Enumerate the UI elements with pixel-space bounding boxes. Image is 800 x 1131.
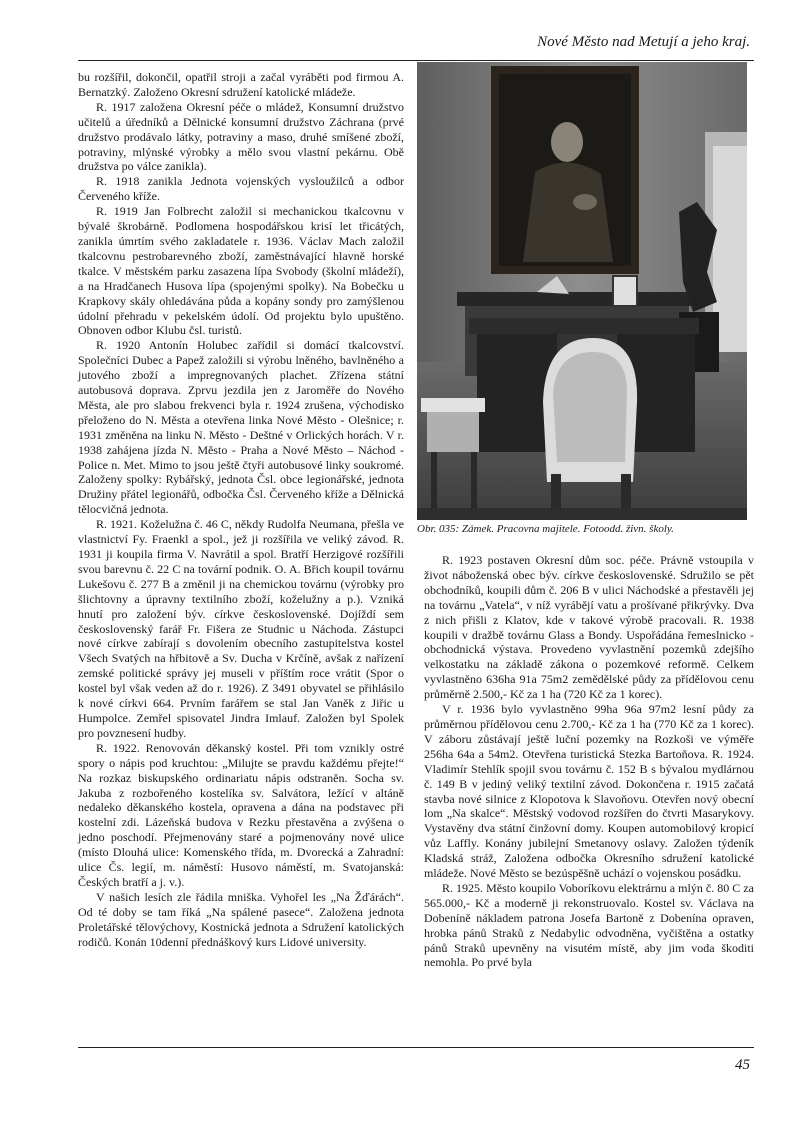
paragraph: R. 1918 zanikla Jednota vojenských vysloužilců a odbor Červeného kříže. [78, 174, 404, 204]
paragraph: R. 1925. Město koupilo Voboríkovu elektrárnu a mlýn č. 80 C za 565.000,- Kč a moderně ji rekonstruovalo. Kostel sv. Václava na Dobeníně nákladem patrona Josefa Bartoně z Dobenína opraven, hrobka pánů Straků z Nedabylic odvodněna, vyčištěna a ostatky pánů Straků upevněny na visutém místě, aby jim voda škoditi nemohla. Po prvé byla [424, 880, 754, 970]
paragraph: R. 1917 založena Okresní péče o mládež, Konsumní družstvo učitelů a úředníků a Dělnické konsumní družstvo Záchrana (prvé družstvo prodávalo látky, potraviny a maso, druhé smíšené zboží, potraviny, mlýnské výrobky a mělo svou vlastní pekárnu. Obě družstva po válce zanikla). [78, 99, 404, 174]
paragraph: V našich lesích zle řádila mniška. Vyhořel les „Na Žďárách“. Od té doby se tam říká „Na spálené pasece“. Založena jednota Proletářské tělovýchovy, Kostnická jednota a Sdružení katolických rodičů. Konán 10denní přednáškový kurs Lidové university. [78, 889, 404, 949]
paragraph: R. 1922. Renovován děkanský kostel. Při tom vznikly ostré spory o nápis pod kruchtou: „Milujte se pravdu každému přejte!“ Na rozkaz biskupského ordinariatu nápis odstraněn. Socha sv. Jakuba z rozbořeného kostelíka sv. Salvátora, ležící v altáně nedaleko děkanského kostela, opravena a dána na podstavec při kostelní zdi. Lázeňská budova v Rezku přestavěna a zvýšena o jedno poschodí. Přejmenovány staré a pojmenovány nové ulice (místo Dlouhá ulice: Komenského třída, m. Dvorecká a Zahradní: ulice Čs. legií, m. náměstí: Husovo náměstí, m. Svatojanská: Českých bratří a j. v.). [78, 740, 404, 889]
paragraph: R. 1919 Jan Folbrecht založil si mechanickou tkalcovnu v bývalé škrobárně. Podlomena hospodářskou krisí let třicátých, zanikla úmrtím svého zakladatele r. 1936. Václav Mach založil tkalcovnu pestrobarevného zboží, zaměstnávající hlavně horské tkalce. V městském parku zasazena lípa Svobody (školní mládeží), a na Hradčanech Husova lípa (spojenými spolky). Na Bobečku u Krapkovy skály ohledávána půda a kopány sondy pro zamýšlenou údolní přehradu v pekelském údolí. Od projektu bylo upuštěno. Obnoven odbor Klubu čsl. turistů. [78, 204, 404, 338]
paragraph: R. 1921. Koželužna č. 46 C, někdy Rudolfa Neumana, přešla ve vlastnictví Fy. Fraenkl a spol., jež ji rozšířila ve veliký závod. R. 1931 ji koupila firma V. Navrátil a spol. Bratří Herzigové rozšířili svou barevnu č. 22 C na tovární podnik. O. A. Břich koupil továrnu Lukešovu č. 277 B a změnil ji na chemickou továrnu (výrobky pro šlichtovny a úpravny textilního zboží, koželužny a p.). Vzniká hnutí pro založení býv. církve československé. Dojíždí sem československý farář Fr. Fišera ze Studnic u Náchoda. Zástupci nové církve zabírají s dovolením obecního zastupitelstva kostel Všech Svatých na hřbitově a Sv. Ducha v Krčíně, avšak z nařízení zemské politické správy jej museli v příštím roce vrátit (Spor o kostel byl však veden až do r. 1926). Z 3491 obyvatel se přihlásilo k nové církvi 664. Prvním farářem se stal Jan Vaněk z Jiřic u Humpolce. Zemřel spisovatel Jindra Imlauf. Založen byl Spolek pro povznesení hudby. [78, 517, 404, 740]
office-photo-illustration [417, 62, 747, 520]
page-number: 45 [735, 1057, 750, 1073]
paragraph: V r. 1936 bylo vyvlastněno 99ha 96a 97m2 lesní půdy za průměrnou přídělovou cenu 2.700,- Kč za 1 ha (770 Kč za 1 korec). V záboru zůstávají ještě luční pozemky na Rozkoši ve výměře 256ha 64a a 54m2. Otevřena turistická Stezka Bartoňova. R. 1924. Vladimír Stehlík spojil svou továrnu č. 152 B s bývalou mydlárnou č. 149 B v jediný veliký textilní závod. Dokončena r. 1915 začatá stavba nové silnice z Klopotova k Slavoňovu. Otevřen nový obecní lom „Na skalce“. Městský vodovod rozšířen do čtvrti Masarykovy. Vystavěny dva státní činžovní domy. Koupen automobilový kropicí vůz Laffly. Konány jubilejní Smetanovy oslavy. Založen týdeník Kladská stráž, Založena odbočka Okresního sdružení katolické mládeže. Nové Město se bezúspěšně uchází o vojenskou posádku. [424, 702, 754, 881]
paragraph: R. 1923 postaven Okresní dům soc. péče. Právně vstoupila v život náboženská obec býv. církve československé. Sdružilo se pět obchodníků, koupili dům č. 206 B v ulici Náchodské a přestavěli jej na továrnu „Vatela“, v níž vyrábějí vatu a prošívané přikrývky. Dva z nich přišli z Klatov, kde v takové výrobě pracovali. R. 1938 koupili v dražbě továrnu Glass a Bondy. Uspořádána řemeslnicko - obchodnická výstava. Provedeno vyvlastnění pozemků zdejšího velkostatku na základě zákona o pozemkové reformě. Celkem vyvlastněno 636ha 91a 75m2 zemědělské půdy za přídělovou cenu průměrně 2.500,- Kč za 1 ha (720 Kč za 1 korec). [424, 553, 754, 702]
header-title: Nové Město nad Metují a jeho kraj. [537, 34, 750, 50]
left-column [78, 70, 404, 949]
running-header [78, 30, 754, 61]
right-column [424, 553, 754, 970]
photo-caption: Obr. 035: Zámek. Pracovna majitele. Fotoodd. živn. školy. [417, 523, 674, 535]
paragraph: bu rozšířil, dokončil, opatřil stroji a začal vyráběti pod firmou A. Bernatzký. Založeno Okresní sdružení katolické mládeže. [78, 70, 404, 99]
office-photo [417, 62, 747, 520]
paragraph: R. 1920 Antonín Holubec zařídil si domácí tkalcovství. Společníci Dubec a Papež založili si výrobu lněného, bavlněného a jutového zboží a impregnovaných plachet. Zřízena státní autobusová doprava. Zprvu jezdila jen z Jaroměře do Nového Města, ale pro slabou frekvenci byla r. 1924 zrušena, východisko přeloženo do N. Města a otevřena linka Nové Město - Olešnice; r. 1931 změněna na linku N. Město - Deštné v Orlických horách. V r. 1938 zahájena jízda N. Město - Praha a Nové Město – Náchod - Police n. Met. Mimo to jsou ještě čtyři autobusové linky soukromé. Založeny spolky: Rybářský, jednota Čsl. obce legionářské, jednota Družiny přátel legionářů, odbočka Čsl. Červeného kříže a Dělnická tělocvičná jednota. [78, 338, 404, 517]
footer-rule [78, 1047, 754, 1048]
